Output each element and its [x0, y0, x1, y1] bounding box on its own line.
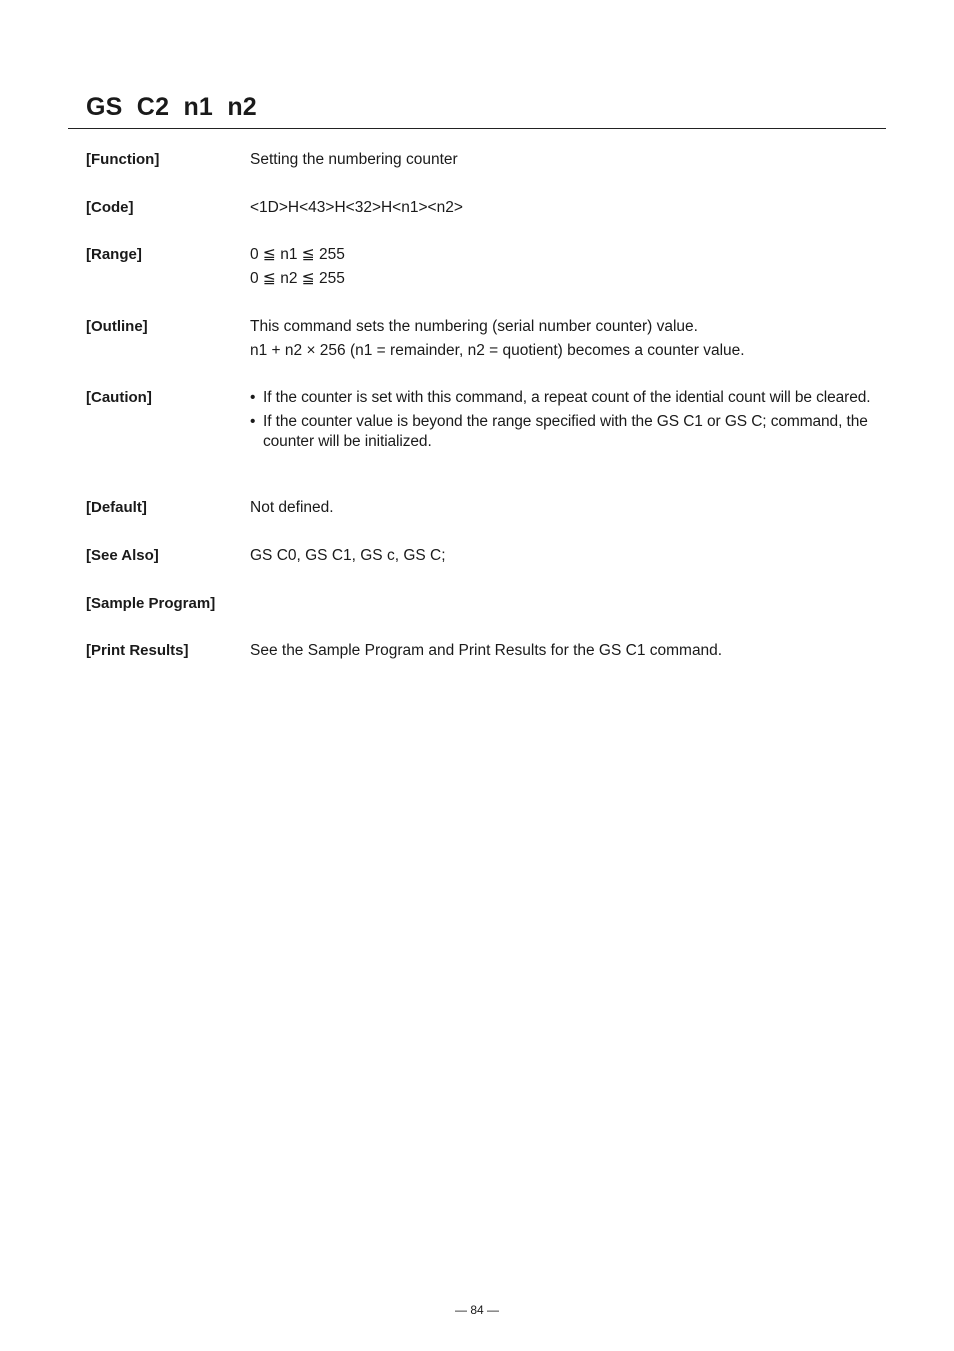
outline-text — [250, 315, 890, 363]
caution-item-text: If the counter value is beyond the range specified with the GS C1 or GS C; command, the counter will be initialized. — [263, 413, 868, 450]
outline-label: [Outline] — [86, 318, 148, 335]
title-divider — [68, 128, 886, 129]
range-label: [Range] — [86, 246, 142, 263]
bullet-icon: • — [250, 413, 256, 430]
range-line-2: 0 ≦ n2 ≦ 255 — [250, 270, 345, 287]
range-line-1: 0 ≦ n1 ≦ 255 — [250, 246, 345, 263]
code-text — [250, 196, 890, 220]
outline-line-1: This command sets the numbering (serial number counter) value. — [250, 318, 698, 335]
code-value: <1D>H<43>H<32>H<n1><n2> — [250, 199, 463, 216]
caution-text — [250, 388, 890, 456]
print-results-text — [250, 639, 890, 663]
print-results-value: See the Sample Program and Print Results for the GS C1 command. — [250, 642, 723, 659]
page-title: GS C2 n1 n2 — [86, 93, 257, 121]
caution-item — [250, 388, 890, 408]
default-label: [Default] — [86, 499, 147, 516]
caution-label: [Caution] — [86, 389, 152, 406]
caution-item — [250, 412, 890, 452]
caution-list — [250, 388, 890, 452]
sample-program-label: [Sample Program] — [86, 595, 216, 612]
outline-line-2: n1 + n2 × 256 (n1 = remainder, n2 = quotient) becomes a counter value. — [250, 342, 745, 359]
see-also-text — [250, 544, 890, 568]
see-also-value: GS C0, GS C1, GS c, GS C; — [250, 547, 446, 564]
see-also-label: [See Also] — [86, 547, 159, 564]
function-value: Setting the numbering counter — [250, 151, 458, 168]
range-text — [250, 243, 890, 291]
bullet-icon: • — [250, 389, 256, 406]
caution-item-text: If the counter is set with this command, a repeat count of the idential count will be cleared. — [263, 389, 871, 406]
code-label: [Code] — [86, 199, 134, 216]
page-number: — 84 — — [454, 1303, 499, 1317]
default-value: Not defined. — [250, 499, 334, 516]
print-results-label: [Print Results] — [86, 642, 189, 659]
function-text — [250, 148, 890, 172]
function-label: [Function] — [86, 151, 160, 168]
default-text — [250, 496, 890, 520]
